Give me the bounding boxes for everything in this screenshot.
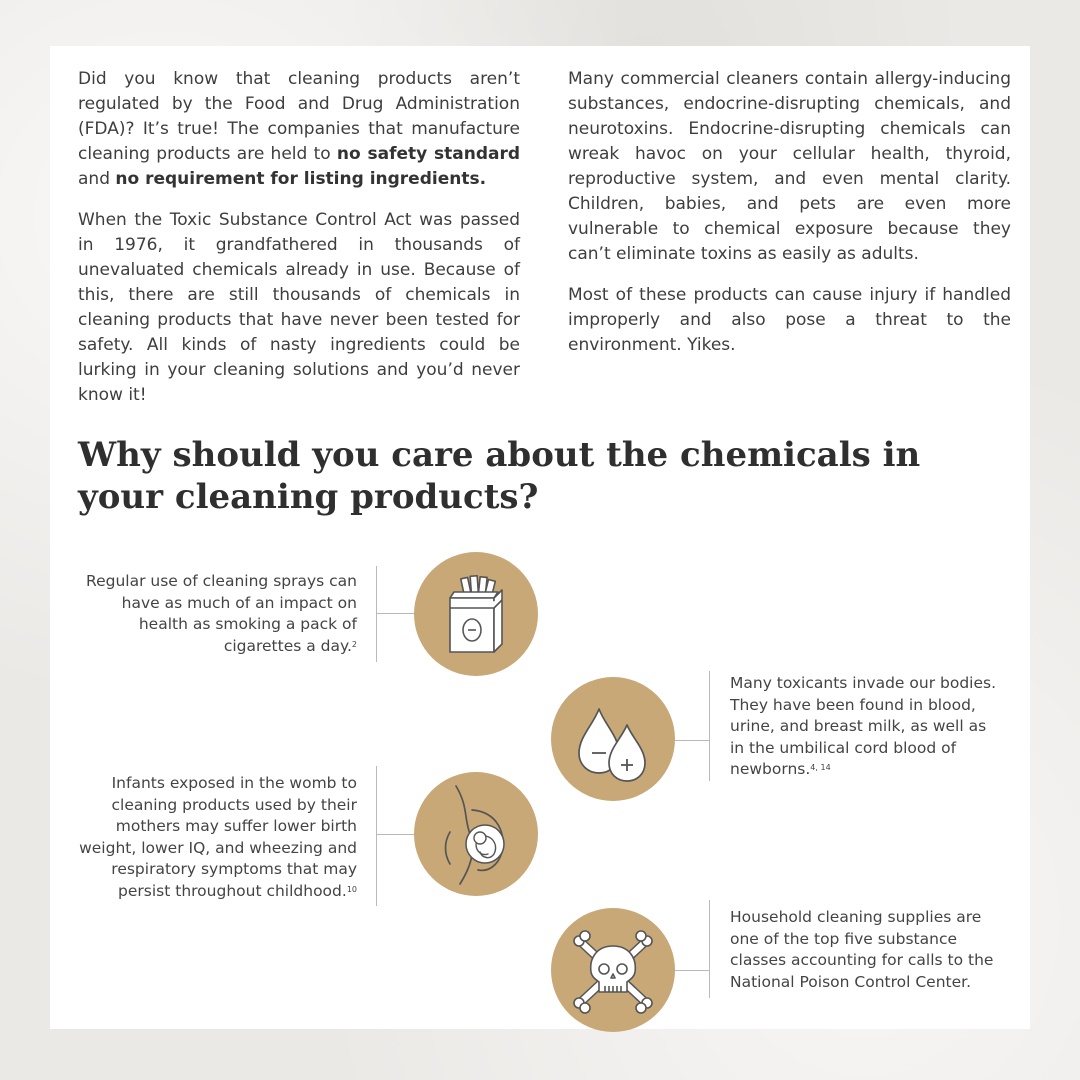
fact-toxicants-connector (675, 740, 710, 741)
fact-toxicants: Many toxicants invade our bodies. They have been found in blood, urine, and breast milk, as well as in the umbilical cord blood of newborns.$^{4, 14}$ (730, 674, 996, 778)
fact-smoking: Regular use of cleaning sprays can have as much of an impact on health as smoking a pack of cigarettes a day.$^2$ (86, 572, 357, 655)
section-headline: Why should you care about the chemicals in your cleaning products? (78, 435, 921, 517)
fact-poison-connector (675, 970, 710, 971)
content-card (50, 46, 1030, 1029)
intro-right-column (568, 67, 1011, 374)
cigarette-pack-icon (414, 552, 538, 676)
pregnancy-fetus-icon (414, 772, 538, 896)
intro-left-paragraph-2: When the Toxic Substance Control Act was passed in 1976, it grandfathered in thousands of unevaluated chemicals already in use. Because of this, there are still thousands of chemicals in cleaning products that have never been tested for safety. All kinds of nasty ingredients could be lurking in your cleaning solutions and you’d never know it! (78, 210, 520, 405)
fact-infants-connector (376, 834, 415, 835)
intro-left-paragraph-1: Did you know that cleaning products aren’t regulated by the Food and Drug Administration (FDA)? It’s true! The companies that manufacture cleaning products are held to no safety standard and no requirement for listing ingredients. (78, 69, 521, 189)
fact-toxicants-bracket (709, 671, 710, 781)
skull-crossbones-icon (551, 908, 675, 1032)
intro-right-paragraph-2: Most of these products can cause injury if handled improperly and also pose a threat to the environment. Yikes. (568, 285, 1011, 355)
fact-poison: Household cleaning supplies are one of the top five substance classes accounting for calls to the National Poison Control Center. (730, 908, 994, 991)
intro-right-paragraph-1: Many commercial cleaners contain allergy-inducing substances, endocrine-disrupting chemicals, and neurotoxins. Endocrine-disrupting chemicals can wreak havoc on your cellular health, thyroid, reproductive system, and even mental clarity. Children, babies, and pets are even more vulnerable to chemical exposure because they can’t eliminate toxins as easily as adults. (568, 69, 1011, 264)
fact-smoking-connector (376, 613, 415, 614)
intro-left-column (78, 67, 520, 424)
fact-poison-bracket (709, 900, 710, 998)
fact-infants-bracket (376, 766, 377, 906)
fact-smoking-bracket (376, 566, 377, 662)
fact-infants: Infants exposed in the womb to cleaning products used by their mothers may suffer lower birth weight, lower IQ, and wheezing and respiratory symptoms that may persist throughout childhood.$^{10}$ (79, 774, 357, 900)
drops-plus-minus-icon (551, 677, 675, 801)
